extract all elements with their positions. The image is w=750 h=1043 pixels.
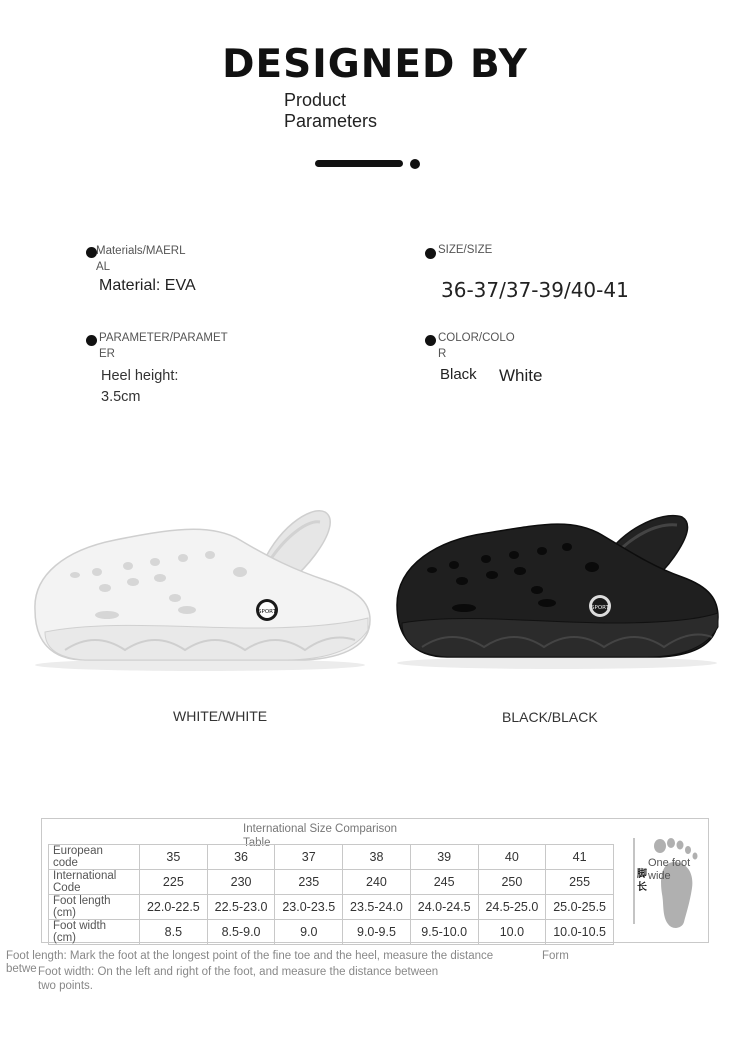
white-clog-caption: WHITE/WHITE: [173, 708, 268, 724]
table-cell: 39: [410, 845, 478, 870]
row-header-line: (cm): [53, 932, 76, 944]
color-option-white: White: [499, 366, 543, 385]
table-cell: 22.0-22.5: [140, 895, 208, 920]
foot-length-label: 脚长: [637, 869, 647, 893]
size-table-title-line-2: Table: [243, 837, 271, 849]
table-cell: 9.0: [275, 920, 343, 945]
table-cell: 250: [478, 870, 546, 895]
row-header-line: code: [53, 857, 78, 869]
table-row: [49, 870, 614, 895]
table-cell: 225: [140, 870, 208, 895]
foot-width-note: Foot width: On the left and right of the foot, and measure the distance between: [38, 966, 439, 978]
bullet-icon: [86, 335, 97, 346]
bullet-icon: [425, 335, 436, 346]
white-clog-badge: SPORT: [258, 609, 276, 615]
table-cell: 9.0-9.5: [343, 920, 411, 945]
table-cell: 41: [546, 845, 614, 870]
bullet-icon: [425, 248, 436, 259]
foot-width-label: [648, 857, 690, 883]
color-label: [438, 330, 515, 362]
table-cell: 8.5-9.0: [207, 920, 275, 945]
table-cell: 24.5-25.0: [478, 895, 546, 920]
table-row: [49, 845, 614, 870]
row-header-line: International: [53, 870, 117, 882]
table-cell: 37: [275, 845, 343, 870]
table-cell: 230: [207, 870, 275, 895]
decorative-bar: [315, 160, 403, 167]
table-cell: 10.0-10.5: [546, 920, 614, 945]
table-cell: 25.0-25.5: [546, 895, 614, 920]
materials-label-line-2: AL: [96, 261, 111, 273]
white-clog-image: [25, 500, 380, 675]
table-cell: 35: [140, 845, 208, 870]
size-label: SIZE/SIZE: [438, 244, 493, 256]
parameter-label: [99, 330, 228, 362]
row-header-line: Code: [53, 882, 81, 894]
row-header-line: Foot width: [53, 920, 107, 932]
table-row: [49, 895, 614, 920]
row-header-european: [49, 845, 140, 870]
heel-height-value: 3.5cm: [101, 389, 141, 405]
table-cell: 38: [343, 845, 411, 870]
table-cell: 235: [275, 870, 343, 895]
table-cell: 9.5-10.0: [410, 920, 478, 945]
decorative-dot: [410, 159, 420, 169]
table-cell: 23.0-23.5: [275, 895, 343, 920]
color-option-black: Black: [440, 366, 477, 383]
subtitle-line-1: Product: [284, 90, 347, 110]
table-cell: 240: [343, 870, 411, 895]
table-cell: 40: [478, 845, 546, 870]
materials-label: [96, 243, 185, 275]
parameter-label-line-2: ER: [99, 348, 115, 360]
size-value: 36-37/37-39/40-41: [441, 278, 629, 302]
row-header-line: Foot length: [53, 895, 111, 907]
heel-height-label: Heel height:: [101, 368, 179, 384]
black-clog-badge: SPORT: [591, 605, 609, 611]
foot-length-note: Foot length: Mark the foot at the longest point of the fine toe and the heel, measure the distance: [6, 950, 494, 962]
table-cell: 24.0-24.5: [410, 895, 478, 920]
foot-width-label-line-1: One foot: [648, 857, 691, 869]
black-clog-image: [392, 505, 727, 675]
table-cell: 36: [207, 845, 275, 870]
foot-length-note-cont: betwe: [6, 963, 37, 975]
subtitle-line-2: Parameters: [284, 111, 378, 131]
table-row: [49, 920, 614, 945]
size-comparison-table: [48, 844, 614, 945]
row-header-foot-length: [49, 895, 140, 920]
materials-label-line-1: Materials/MAERL: [96, 245, 186, 257]
color-label-line-1: COLOR/COLO: [438, 332, 515, 344]
table-cell: 23.5-24.0: [343, 895, 411, 920]
materials-value: Material: EVA: [99, 277, 196, 294]
page-subtitle: [284, 90, 424, 132]
foot-width-label-line-2: wide: [648, 870, 671, 882]
row-header-international: [49, 870, 140, 895]
parameter-label-line-1: PARAMETER/PARAMET: [99, 332, 228, 344]
foot-width-note-cont: two points.: [38, 980, 93, 992]
black-clog-caption: BLACK/BLACK: [502, 709, 598, 725]
page-title: DESIGNED BY: [222, 42, 528, 87]
table-cell: 8.5: [140, 920, 208, 945]
size-table-title-line-1: International Size Comparison: [243, 823, 398, 835]
table-cell: 10.0: [478, 920, 546, 945]
table-cell: 255: [546, 870, 614, 895]
row-header-line: European: [53, 845, 103, 857]
form-label: Form: [542, 950, 569, 962]
parameter-value: [101, 366, 178, 408]
table-cell: 22.5-23.0: [207, 895, 275, 920]
color-label-line-2: R: [438, 348, 447, 360]
row-header-line: (cm): [53, 907, 76, 919]
table-cell: 245: [410, 870, 478, 895]
row-header-foot-width: [49, 920, 140, 945]
